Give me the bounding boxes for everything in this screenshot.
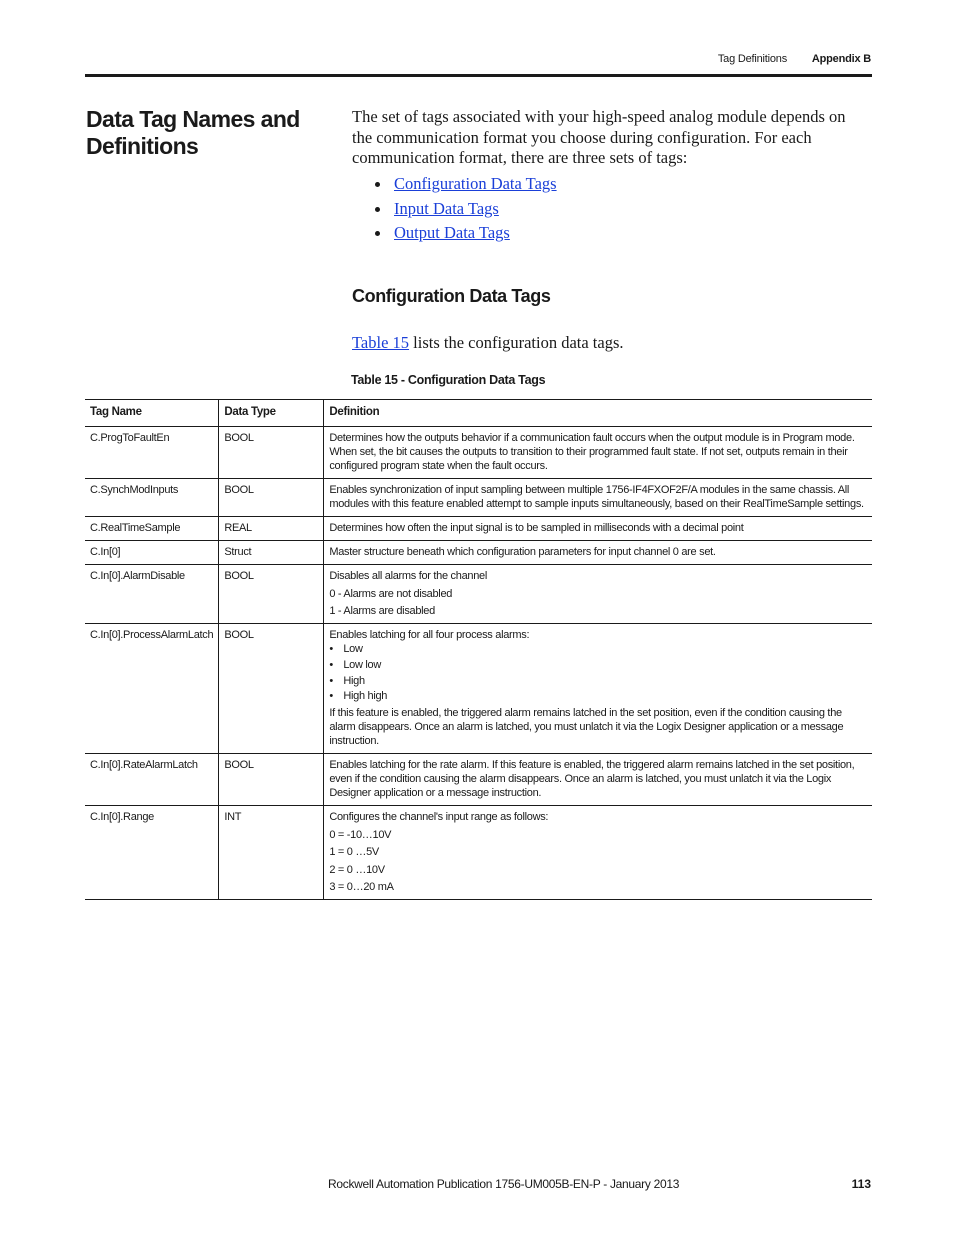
list-item	[352, 197, 557, 222]
definition-line: 0 = -10…10V	[329, 828, 392, 841]
bullet-icon	[375, 182, 380, 187]
table-row	[85, 806, 872, 900]
data-type-cell: REAL	[219, 517, 324, 541]
definition-cell: Master structure beneath which configuration parameters for input channel 0 are set.	[329, 546, 716, 558]
definition-line: 3 = 0…20 mA	[329, 881, 394, 894]
column-header-definition: Definition	[329, 406, 380, 418]
link-table-15[interactable]: Table 15	[352, 333, 410, 352]
tag-name-cell: C.ProgToFaultEn	[85, 427, 219, 479]
data-type-cell: BOOL	[219, 754, 324, 806]
configuration-data-tags-table	[85, 399, 872, 900]
bullet-icon	[375, 231, 380, 236]
bullet-item: • High	[329, 674, 867, 690]
section-heading: Configuration Data Tags	[352, 286, 551, 306]
table-caption: Table 15 - Configuration Data Tags	[351, 373, 546, 387]
tag-name-cell: C.In[0].RateAlarmLatch	[85, 754, 219, 806]
definition-line: If this feature is enabled, the triggered alarm remains latched in the set position, even if the condition causing the alarm disappears. Once an alarm is latched, you must unlatch it via the Logix Designer application or a message instruction.	[329, 707, 844, 748]
definition-cell	[324, 565, 872, 624]
header-section: Tag Definitions	[717, 53, 788, 65]
table-row	[85, 427, 872, 479]
definition-cell	[324, 624, 872, 754]
tag-name-cell: C.RealTimeSample	[85, 517, 219, 541]
table-row	[85, 541, 872, 565]
bullet-item: • Low low	[329, 658, 867, 674]
data-type-cell: Struct	[219, 541, 324, 565]
data-type-cell: BOOL	[219, 565, 324, 624]
tag-set-link-list	[352, 172, 557, 246]
table-row	[85, 754, 872, 806]
link-configuration-data-tags[interactable]: Configuration Data Tags	[394, 174, 557, 193]
definition-line: 0 - Alarms are not disabled	[329, 587, 453, 600]
link-input-data-tags[interactable]: Input Data Tags	[394, 198, 499, 218]
bullet-icon	[375, 207, 380, 212]
header-appendix: Appendix B	[811, 53, 871, 65]
bullet-item: • Low	[329, 642, 867, 658]
data-type-cell: BOOL	[219, 427, 324, 479]
data-type-cell: BOOL	[219, 479, 324, 517]
data-type-cell: INT	[219, 806, 324, 900]
definition-line: Enables latching for all four process alarms:	[329, 629, 530, 641]
list-item	[352, 221, 557, 246]
definition-cell	[324, 806, 872, 900]
bullet-item: • High high	[329, 689, 867, 705]
page-title: Data Tag Names and Definitions	[86, 106, 300, 159]
definition-line: Disables all alarms for the channel	[329, 570, 487, 582]
definition-cell: Determines how the outputs behavior if a communication fault occurs when the output module is in Program mode. When set, the bit causes the outputs to transition to their programmed fault state. If not set, outputs remain in their configured program state when the fault occurs.	[329, 432, 855, 472]
link-output-data-tags[interactable]: Output Data Tags	[394, 223, 510, 243]
intro-paragraph: The set of tags associated with your high-speed analog module depends on the communication format you choose during configuration. For each communication format, there are three sets of tags:	[352, 107, 846, 167]
tag-name-cell: C.In[0].Range	[85, 806, 219, 900]
definition-line: 2 = 0 …10V	[329, 863, 385, 876]
definition-line: 1 - Alarms are disabled	[329, 605, 435, 617]
tag-name-cell: C.In[0]	[85, 541, 219, 565]
column-header-tag-name: Tag Name	[85, 400, 219, 427]
table-header-row	[85, 400, 872, 427]
definition-line: Configures the channel's input range as follows:	[329, 811, 549, 824]
tag-name-cell: C.In[0].ProcessAlarmLatch	[85, 624, 219, 754]
tag-name-cell: C.SynchModInputs	[85, 479, 219, 517]
tag-name-cell: C.In[0].AlarmDisable	[85, 565, 219, 624]
table-row	[85, 517, 872, 541]
table-reference-text: lists the configuration data tags.	[409, 333, 624, 352]
header-rule	[85, 74, 872, 77]
publication-footer: Rockwell Automation Publication 1756-UM005B-EN-P - January 2013	[328, 1177, 680, 1191]
definition-cell: Enables synchronization of input sampling between multiple 1756-IF4FXOF2F/A modules in the same chassis. All modules with this feature enabled attempt to sample inputs simultaneously, based on their RealTimeSample settings.	[329, 484, 864, 510]
running-header	[718, 53, 871, 65]
definition-cell: Determines how often the input signal is to be sampled in milliseconds with a decimal point	[329, 522, 744, 534]
definition-line: 1 = 0 …5V	[329, 846, 379, 859]
table-row	[85, 565, 872, 624]
list-item	[352, 172, 557, 197]
table-reference	[352, 333, 624, 353]
page-number: 113	[851, 1177, 871, 1191]
definition-cell: Enables latching for the rate alarm. If this feature is enabled, the triggered alarm remains latched in the set position, even if the condition causing the alarm disappears. Once an alarm is latched, you must unlatch it via the Logix Designer application or a message instruction.	[329, 759, 855, 800]
data-type-cell: BOOL	[219, 624, 324, 754]
table-row	[85, 624, 872, 754]
table-row	[85, 479, 872, 517]
column-header-data-type: Data Type	[219, 400, 324, 427]
